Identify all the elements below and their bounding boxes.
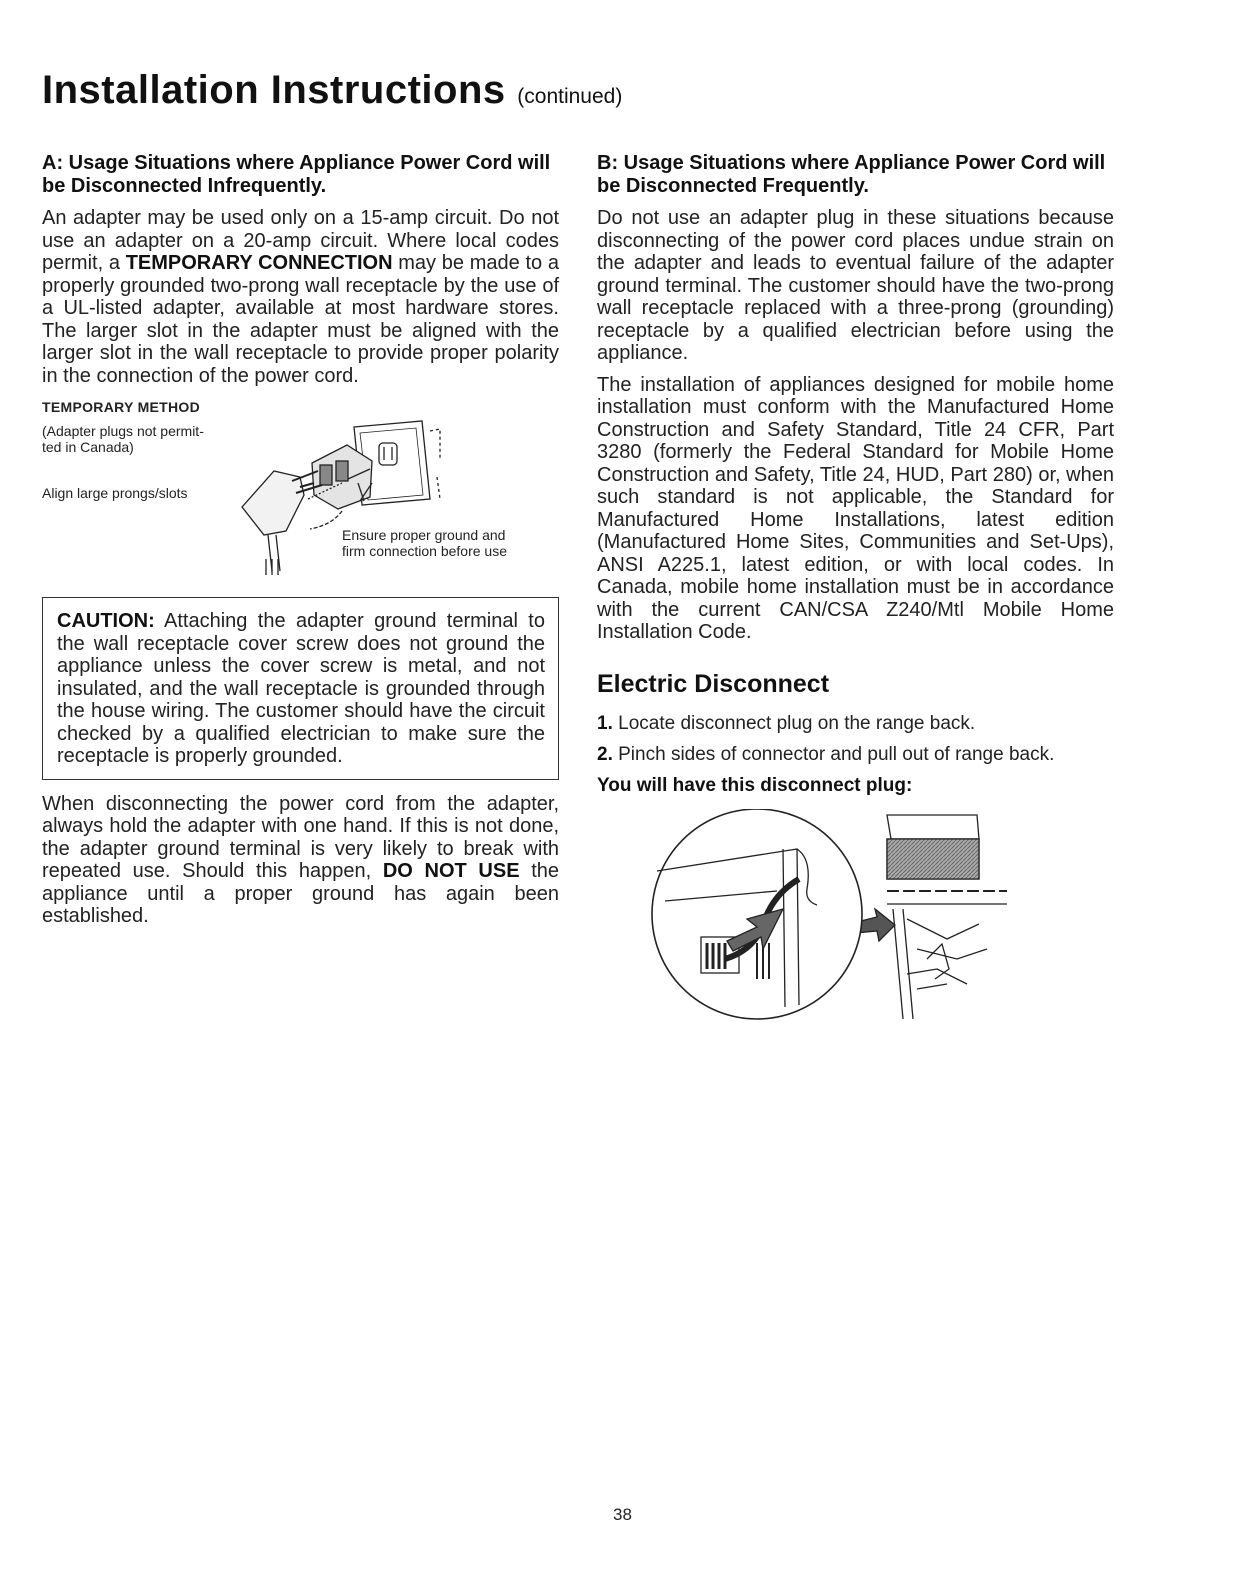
- right-column: [597, 152, 1114, 1024]
- page-title-suffix: (continued): [517, 85, 623, 108]
- page-title-main: Installation Instructions: [42, 68, 506, 112]
- step-1-text: Locate disconnect plug on the range back.: [612, 712, 976, 734]
- disconnect-adapter-paragraph: [42, 793, 559, 928]
- step-2: [597, 744, 1114, 766]
- disconnect-text-cont: the appliance until a proper ground has again been established.: [42, 860, 560, 927]
- disconnect-plug-note: You will have this disconnect plug:: [597, 774, 913, 796]
- section-a-text-cont: may be made to a properly grounded two-prong wall receptacle by the use of a UL-listed adapter, available at most hardware stores. The larger slot in the adapter must be aligned with the larger slot in the wall receptacle to provide proper polarity in the connection of the power cord.: [42, 252, 559, 387]
- section-a-text: An adapter may be used only on a 15-amp circuit. Do not use an adapter on a 20-amp circuit. Where local codes permit, a: [42, 207, 559, 274]
- electric-disconnect-heading: Electric Disconnect: [597, 669, 830, 698]
- do-not-use-emphasis: DO NOT USE: [382, 860, 520, 882]
- caution-box: [42, 597, 559, 780]
- temporary-method-heading: TEMPORARY METHOD: [42, 399, 201, 415]
- temporary-connection-emphasis: TEMPORARY CONNECTION: [125, 252, 393, 274]
- align-prongs-label: Align large prongs/slots: [42, 485, 188, 501]
- ensure-ground-line2: firm connection before use: [342, 543, 507, 559]
- temporary-method-figure: [42, 399, 559, 577]
- section-b-heading: B: Usage Situations where Appliance Power Cord will be Disconnected Frequently.: [597, 152, 1106, 197]
- caution-text: Attaching the adapter ground terminal to the wall receptacle cover screw does not ground the appliance unless the cover screw is metal, and not insulated, and the wall receptacle is grounded through the house wiring. The customer should have the circuit checked by a qualified electrician to make sure the receptacle is properly grounded.: [57, 610, 545, 767]
- section-b-paragraph-2: The installation of appliances designed for mobile home installation must conform with the Manufactured Home Construction and Safety Standard, Title 24 CFR, Part 3280 (formerly the Federal Standard for Mobile Home Construction and Safety, Title 24, HUD, Part 280) or, when such standard is not applicable, the Standard for Manufactured Home Installations, latest edition (Manufactured Home Sites, Communities and Set-Ups), ANSI A225.1, latest edition, or with local codes. In Canada, mobile home installation must be in accordance with the current CAN/CSA Z240/Mtl Mobile Home Installation Code.: [597, 373, 1114, 643]
- disconnect-plug-illustration: [607, 809, 1007, 1024]
- adapter-note-line2: ted in Canada): [42, 439, 134, 455]
- left-column: [42, 152, 559, 937]
- step-1-number: 1.: [597, 712, 613, 734]
- step-2-number: 2.: [597, 743, 613, 765]
- adapter-note-line1: (Adapter plugs not permit-: [42, 423, 204, 439]
- disconnect-plug-figure: [607, 809, 1007, 1024]
- disconnect-text: When disconnecting the power cord from the adapter, always hold the adapter with one hand. If this is not done, the adapter ground terminal is very likely to break with repeated use. Should this happen,: [42, 792, 559, 882]
- step-1: [597, 713, 1114, 735]
- section-a-paragraph: [42, 207, 559, 387]
- step-2-text: Pinch sides of connector and pull out of range back.: [612, 743, 1055, 765]
- section-a-heading: A: Usage Situations where Appliance Power Cord will be Disconnected Infrequently.: [42, 152, 551, 197]
- page-title: [42, 68, 622, 113]
- caution-label: CAUTION:: [57, 610, 155, 632]
- section-b-paragraph-1: Do not use an adapter plug in these situations because disconnecting of the power cord places undue strain on the adapter and leads to eventual failure of the adapter ground terminal. The customer should have the two-prong wall receptacle replaced with a three-prong (grounding) receptacle by a qualified electrician before using the appliance.: [597, 207, 1114, 364]
- page-number: 38: [613, 1505, 632, 1524]
- ensure-ground-line1: Ensure proper ground and: [342, 527, 506, 543]
